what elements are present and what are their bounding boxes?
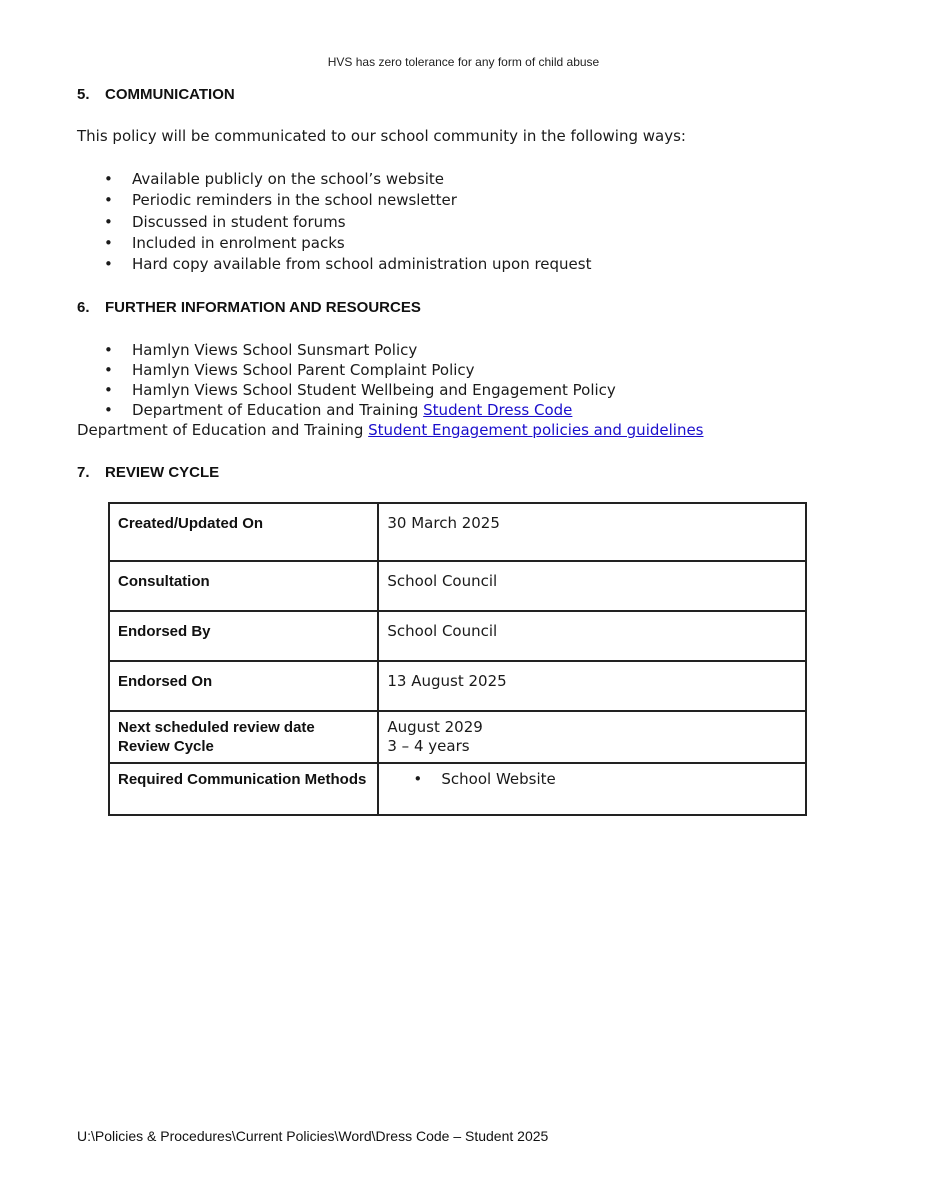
- table-row: [109, 763, 806, 815]
- list-item: • Hamlyn Views School Student Wellbeing and Engagement Policy: [104, 381, 616, 400]
- section-5-heading: [77, 84, 837, 106]
- engagement-line: Department of Education and Training Student Engagement policies and guidelines: [77, 421, 704, 440]
- table-row: [109, 711, 806, 763]
- row-label: Consultation: [109, 561, 378, 611]
- row-label: [109, 711, 378, 763]
- list-item: • Available publicly on the school’s website: [77, 169, 837, 190]
- list-item: • School Website: [413, 770, 556, 788]
- row-value: 13 August 2025: [378, 661, 806, 711]
- bullet-icon: •: [413, 770, 423, 788]
- next-review-value: August 2029: [387, 718, 483, 736]
- list-item: • Discussed in student forums: [77, 212, 837, 233]
- file-path-footer: U:\Policies & Procedures\Current Policies\Word\Dress Code – Student 2025: [77, 1128, 549, 1144]
- list-item: • Hard copy available from school administration upon request: [77, 254, 837, 275]
- resources-list: [77, 340, 837, 420]
- bullet-icon: •: [104, 381, 113, 400]
- next-review-label: Next scheduled review date: [118, 719, 315, 736]
- section-title: REVIEW CYCLE: [105, 464, 220, 482]
- section-6-heading: [77, 297, 837, 319]
- table-row: [109, 661, 806, 711]
- list-item: • Periodic reminders in the school newsletter: [77, 190, 837, 211]
- row-value: 30 March 2025: [378, 503, 806, 561]
- bullet-icon: •: [104, 212, 113, 231]
- row-label: Created/Updated On: [109, 503, 378, 561]
- section-number: 7.: [77, 464, 90, 482]
- bullet-icon: •: [104, 255, 113, 274]
- section-number: 6.: [77, 299, 90, 317]
- review-cycle-table: [108, 502, 807, 816]
- table-row: [109, 503, 806, 561]
- communication-list: [77, 169, 837, 275]
- bullet-icon: •: [104, 170, 113, 188]
- bullet-icon: •: [104, 341, 113, 360]
- student-dress-code-link[interactable]: Student Dress Code: [423, 401, 573, 420]
- row-value: [378, 763, 806, 815]
- bullet-icon: •: [104, 233, 113, 252]
- list-item: • Hamlyn Views School Parent Complaint Policy: [104, 361, 475, 380]
- row-label: Endorsed On: [109, 661, 378, 711]
- row-label: Required Communication Methods: [109, 763, 378, 815]
- list-item: • Included in enrolment packs: [77, 233, 837, 254]
- row-value: [378, 711, 806, 763]
- review-cycle-value: 3 – 4 years: [387, 737, 470, 755]
- bullet-icon: •: [104, 361, 113, 380]
- page-header: HVS has zero tolerance for any form of child abuse: [327, 55, 600, 69]
- section-7-heading: [77, 462, 837, 484]
- row-label: Endorsed By: [109, 611, 378, 661]
- section-title: FURTHER INFORMATION AND RESOURCES: [105, 299, 421, 317]
- section-title: COMMUNICATION: [105, 86, 235, 103]
- review-cycle-label: Review Cycle: [118, 738, 214, 755]
- bullet-icon: •: [104, 401, 113, 420]
- section-number: 5.: [77, 86, 90, 103]
- bullet-icon: •: [104, 191, 113, 210]
- table-row: [109, 561, 806, 611]
- list-item: • Department of Education and Training Student Dress Code: [104, 401, 573, 420]
- document-body: [77, 84, 837, 484]
- student-engagement-link[interactable]: Student Engagement policies and guidelines: [368, 421, 704, 440]
- row-value: School Council: [378, 561, 806, 611]
- list-item: • Hamlyn Views School Sunsmart Policy: [104, 341, 418, 360]
- row-value: School Council: [378, 611, 806, 661]
- table-row: [109, 611, 806, 661]
- communication-intro: This policy will be communicated to our school community in the following ways:: [77, 127, 686, 145]
